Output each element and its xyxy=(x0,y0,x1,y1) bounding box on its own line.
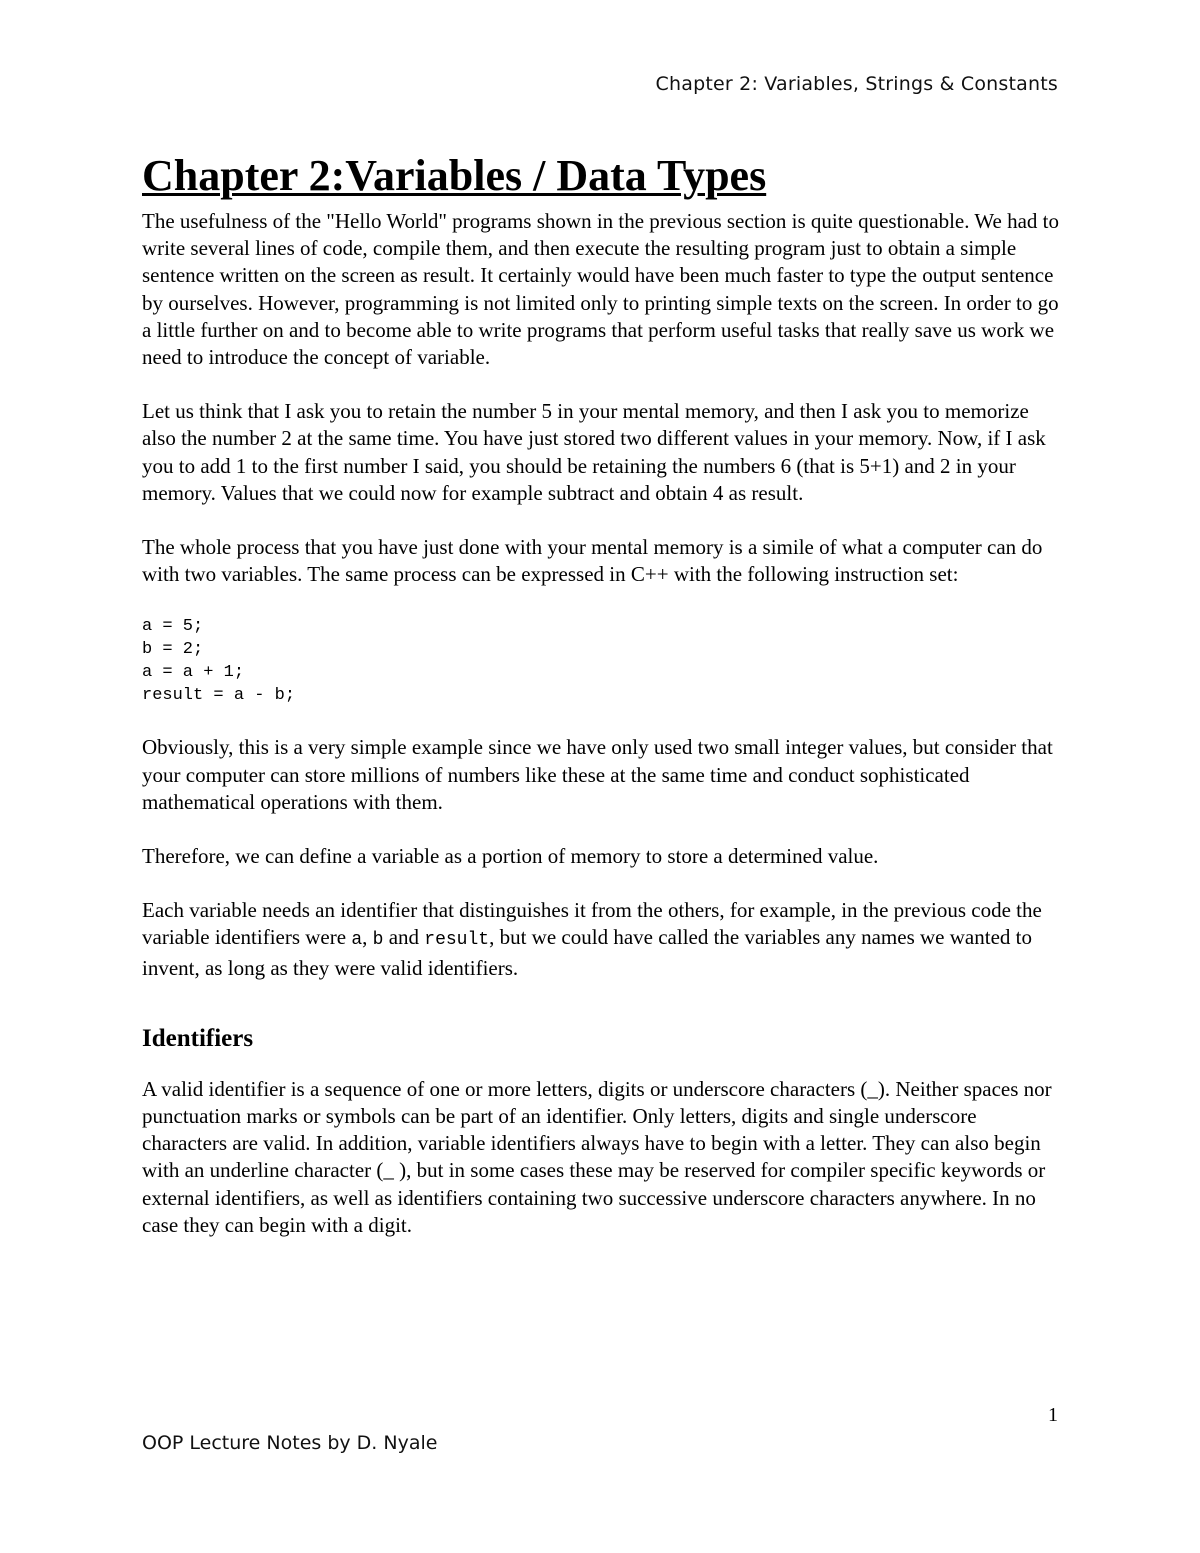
intro-paragraph: The usefulness of the "Hello World" programs shown in the previous section is quite questionable. We had to write several lines of code, compile them, and then execute the resulting program just to obtain a simple sentence written on the screen as result. It certainly would have been much faster to type the output sentence by ourselves. However, programming is not limited only to printing simple texts on the screen. In order to go a little further on and to become able to write programs that perform useful tasks that really save us work we need to introduce the concept of variable. xyxy=(142,209,1059,370)
identifiers-paragraph: A valid identifier is a sequence of one or more letters, digits or underscore characters (_). Neither spaces nor punctuation marks or symbols can be part of an identifier. Only letters, digits and single underscore characters are valid. In addition, variable identifiers always have to begin with a letter. They can also begin with an underline character (_ ), but in some cases these may be reserved for compiler specific keywords or external identifiers, as well as identifiers containing two successive underscore characters anywhere. In no case they can begin with a digit. xyxy=(142,1076,1052,1237)
identifier-intro-paragraph xyxy=(142,897,1062,982)
footer-text: OOP Lecture Notes by D. Nyale xyxy=(142,1432,438,1454)
identifier-intro-text: Each variable needs an identifier that distinguishes it from the others, for example, in the previous code the variable identifiers were xyxy=(142,898,1042,950)
code-line: a = 5; xyxy=(142,617,204,637)
inline-code-b: b xyxy=(372,930,384,951)
separator-text: , xyxy=(362,925,373,950)
code-block xyxy=(142,615,1062,707)
identifier-outro-text: , but we could have called the variables any names we wanted to invent, as long as they were valid identifiers. xyxy=(142,925,1032,980)
code-line: result = a - b; xyxy=(142,686,296,706)
page-content xyxy=(142,150,1062,1266)
running-header: Chapter 2: Variables, Strings & Constants xyxy=(655,73,1058,95)
page-number: 1 xyxy=(1048,1404,1058,1426)
inline-code-result: result xyxy=(424,930,490,951)
identifiers-heading: Identifiers xyxy=(142,1024,254,1052)
variable-definition-paragraph: Therefore, we can define a variable as a portion of memory to store a determined value. xyxy=(142,844,879,869)
chapter-title: Chapter 2:Variables / Data Types xyxy=(142,151,767,200)
code-line: a = a + 1; xyxy=(142,663,245,683)
simple-example-paragraph: Obviously, this is a very simple example since we have only used two small integer values, but consider that your computer can store millions of numbers like these at the same time and conduct sophisticated mathematical operations with them. xyxy=(142,735,1053,814)
inline-code-a: a xyxy=(351,930,363,951)
memory-example-paragraph: Let us think that I ask you to retain the number 5 in your mental memory, and then I ask you to memorize also the number 2 at the same time. You have just stored two different values in your memory. Now, if I ask you to add 1 to the first number I said, you should be retaining the numbers 6 (that is 5+1) and 2 in your memory. Values that we could now for example subtract and obtain 4 as result. xyxy=(142,399,1046,505)
separator-text: and xyxy=(383,925,425,950)
cpp-process-paragraph: The whole process that you have just done with your mental memory is a simile of what a computer can do with two variables. The same process can be expressed in C++ with the following instruction set: xyxy=(142,535,1043,587)
code-line: b = 2; xyxy=(142,640,204,660)
